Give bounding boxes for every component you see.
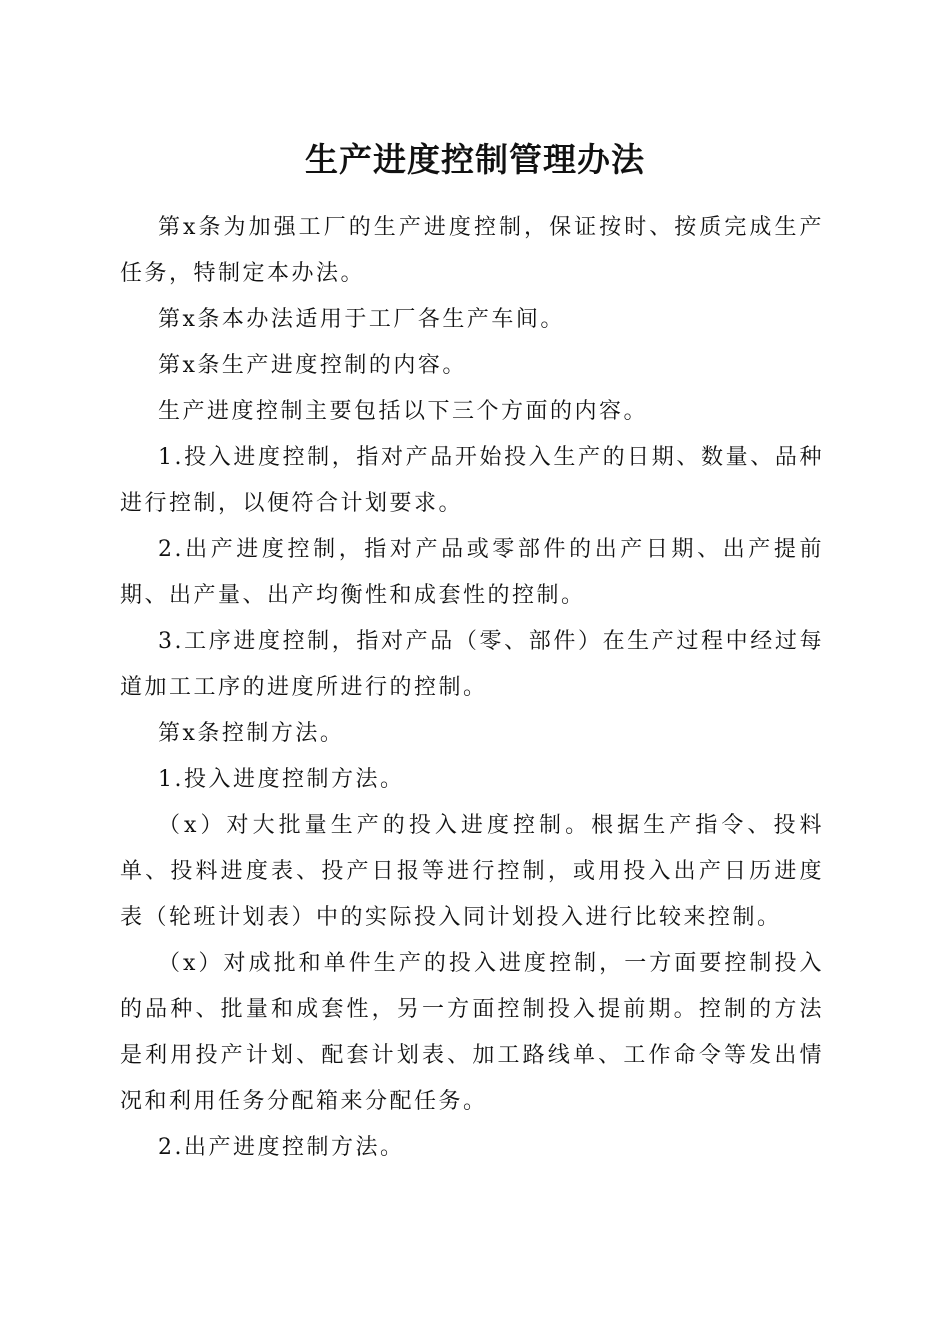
paragraph-output-method-heading: 2.出产进度控制方法。 <box>158 1135 405 1160</box>
paragraph-article-scope: 第x条本办法适用于工厂各生产车间。 <box>158 307 565 332</box>
paragraph-output-control: 2.出产进度控制，指对产品或零部件的出产日期、出产提前期、出产量、出产均衡性和成套性的控制。 <box>120 537 824 608</box>
document-body <box>120 205 824 1171</box>
paragraph-article-content: 第x条生产进度控制的内容。 <box>158 353 467 378</box>
document-title: 生产进度控制管理办法 <box>305 140 645 179</box>
paragraph-batch-production-method: （x）对成批和单件生产的投入进度控制，一方面要控制投入的品种、批量和成套性，另一方面控制投入提前期。控制的方法是利用投产计划、配套计划表、加工路线单、工作命令等发出情况和利用任务分配箱来分配任务。 <box>120 951 824 1114</box>
paragraph-input-method-heading: 1.投入进度控制方法。 <box>158 767 405 792</box>
paragraph-content-intro: 生产进度控制主要包括以下三个方面的内容。 <box>158 399 649 424</box>
paragraph-mass-production-method: （x）对大批量生产的投入进度控制。根据生产指令、投料单、投料进度表、投产日报等进行控制，或用投入出产日历进度表（轮班计划表）中的实际投入同计划投入进行比较来控制。 <box>120 813 824 930</box>
paragraph-article-methods: 第x条控制方法。 <box>158 721 345 746</box>
paragraph-article-purpose: 第x条为加强工厂的生产进度控制，保证按时、按质完成生产任务，特制定本办法。 <box>120 215 824 286</box>
paragraph-input-control: 1.投入进度控制，指对产品开始投入生产的日期、数量、品种进行控制，以便符合计划要求。 <box>120 445 824 516</box>
paragraph-process-control: 3.工序进度控制，指对产品（零、部件）在生产过程中经过每道加工工序的进度所进行的控制。 <box>120 629 824 700</box>
